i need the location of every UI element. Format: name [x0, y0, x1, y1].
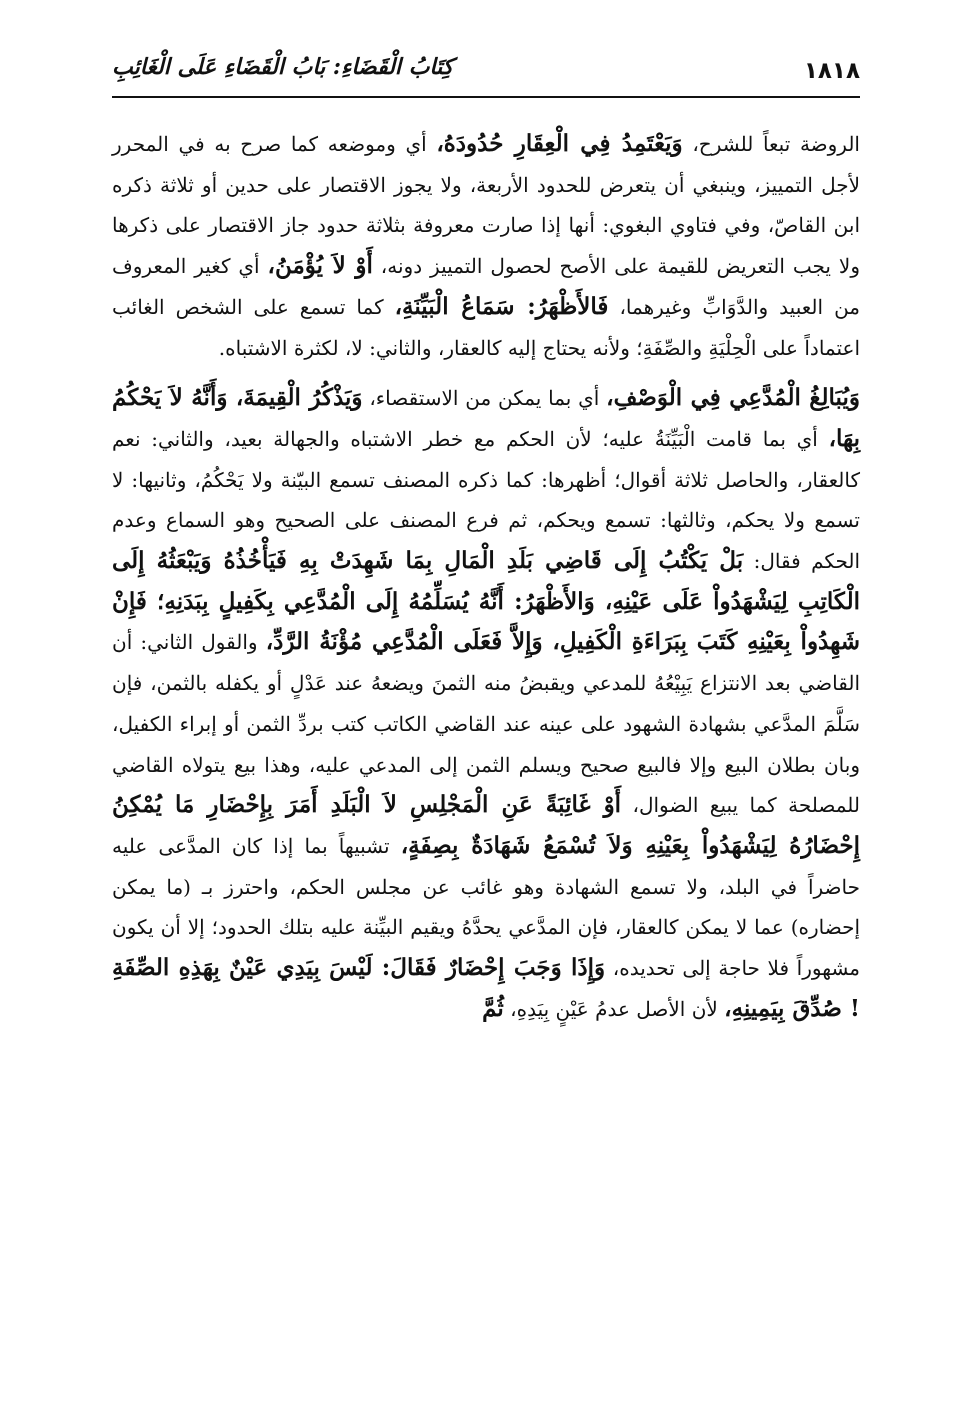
paragraph: [112, 124, 860, 368]
sharh-text: لأن الأصل عدمُ عَيْنٍ بِيَدِهِ،: [503, 996, 725, 1021]
sharh-text: أي بما يمكن من الاستقصاء،: [362, 386, 607, 411]
sharh-text: أي وموضعه كما صرح به في المحرر لأجل التمييز، وينبغي أن يتعرض للحدود الأربعة، ولا يجوز الاقتصار على حدين أو ثلاثة ذكره ابن القاصّ، وفي فتاوي البغوي: أنها إذا صارت معروفة بثلاثة حدود جاز الاقتصار على ذكرها ولا يجب التعريض للقيمة على الأصح لحصول التمييز دونه،: [112, 132, 860, 279]
header-rule: [112, 96, 860, 98]
matn-text: ثُمَّ: [482, 994, 504, 1022]
page-body: [112, 124, 860, 1029]
sharh-text: أي كغير المعروف من العبيد والدَّوَابِّ وغيرهما،: [112, 254, 861, 319]
page-header: [112, 52, 860, 96]
sharh-text: والقول الثاني: أن القاضي بعد الانتزاع يَبِيْعُهُ للمدعي ويقبضُ منه الثمنَ ويضعهُ عند عَدْلٍ أو يكفله بالثمن، فإن سَلَّمَ المدَّعي بشهادة الشهود على عينه عند القاضي الكاتب كتب بردِّ الثمن أو إبراء الكفيل، وبان بطلان البيع وإلا فالبيع صحيح ويسلم الثمن إلى المدعي عليه، وهذا بيع يتولاه القاضي للمصلحة كما يبيع الضوال،: [112, 630, 860, 818]
sharh-text: الروضة تبعاً للشرح،: [682, 132, 860, 156]
sharh-text: أي بما قامت الْبَيِّنَةُ عليه؛ لأن الحكم مع خطر الاشتباه والجهالة بعيد، والثاني: نعم كالعقار، والحاصل ثلاثة أقوال؛ أظهرها: كما ذكره المصنف تسمع البيّنة ولا يَحْكُمُ، وثانيها: لا تسمع ولا يحكم، وثالثها: تسمع ويحكم، ثم فرع المصنف على الصحيح وهو السماع وعدم الحكم فقال:: [112, 426, 860, 574]
matn-text: وَيَذْكُرُ الْقِيمَةَ، وَأَنَّهُ لاَ يَحْكُمُ بِهَا،: [112, 384, 860, 452]
matn-text: وَيَعْتَمِدُ فِي الْعِقَارِ حُدُودَهُ،: [436, 130, 683, 157]
matn-text: وَإِذَا وَجَبَ إِحْضَارٌ فَقَالَ: لَيْسَ بِيَدِي عَيْنٌ بِهَذِهِ الصِّفَةِ ! صُدِّقَ بِيَمِينِهِ،: [112, 954, 860, 1022]
matn-text: وَيُبَالِغُ الْمُدَّعِي فِي الْوَصْفِ،: [606, 384, 860, 412]
matn-text: بَلْ يَكْتُبُ إِلَى قَاضِي بَلَدِ الْمَالِ بِمَا شَهِدَتْ بِهِ فَيَأْخُذُهُ وَيَبْعَثُهُ إِلَى الْكَاتِبِ لِيَشْهَدُواْ عَلَى عَيْنِهِ، وَالأَظْهَرُ: أَنَّهُ يُسَلِّمُهُ إِلَى الْمُدَّعِي بِكَفِيلٍ بِبَدَنِهِ؛ فَإِنْ شَهِدُواْ بِعَيْنِهِ كَتَبَ بِبَرَاءَةِ الْكَفِيلِ، وَإِلاَّ فَعَلَى الْمُدَّعِي مُؤْنَةُ الرَّدِّ،: [112, 547, 860, 656]
matn-text: فَالأَظْهَرُ: سَمَاعُ الْبَيِّنَةِ،: [394, 292, 609, 320]
matn-text: أَوْ لاَ يُؤْمَنُ،: [267, 252, 373, 280]
page-number: ١٨١٨: [803, 58, 860, 84]
sharh-text: كما تسمع على الشخص الغائب اعتماداً على الْحِلْيَةِ والصِّفَةِ؛ ولأنه يحتاج إليه كالعقار، والثاني: لا، لكثرة الاشتباه.: [112, 294, 860, 360]
matn-text: أَوْ غَائِبَةً عَنِ الْمَجْلِسِ لاَ الْبَلَدِ أَمَرَ بِإِحْضَارِ مَا يُمْكِنُ إِحْضَارُهُ لِيَشْهَدُواْ بِعَيْنِهِ وَلاَ تُسْمَعُ شَهَادَةٌ بِصِفَةٍ،: [112, 791, 860, 859]
running-title: كِتَابُ الْقَضَاءِ: بَابُ الْقَضَاءِ عَلَى الْغَائِبِ: [112, 54, 454, 80]
paragraph: [112, 378, 860, 1029]
sharh-text: تشبيهاً بما إذا كان المدَّعى عليه حاضراً في البلد، ولا تسمع الشهادة وهو غائب عن مجلس الحكم، واحترز بـ (ما يمكن إحضاره) عما لا يمكن كالعقار، فإن المدَّعي يحدَّهُ ويقيم البيِّنة عليه بتلك الحدود؛ إلا أن يكون مشهوراً فلا حاجة إلى تحديده،: [112, 833, 860, 981]
